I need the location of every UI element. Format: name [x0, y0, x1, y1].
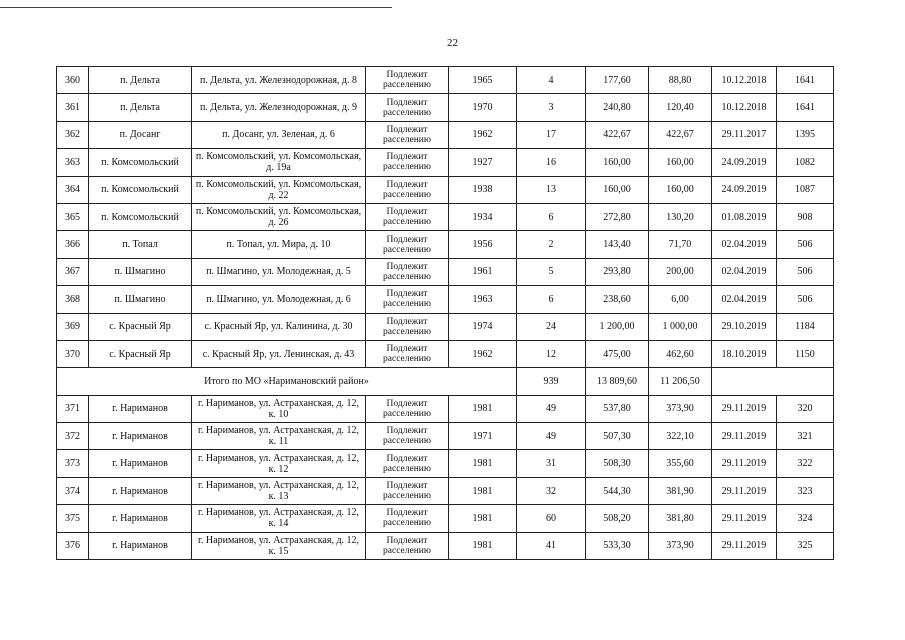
status-cell: Подлежит расселению — [366, 94, 449, 121]
status-cell: Подлежит расселению — [366, 450, 449, 477]
decision-date-cell: 01.08.2019 — [712, 203, 777, 230]
residential-area-cell: 462,60 — [649, 340, 712, 367]
decision-date-cell: 29.11.2019 — [712, 532, 777, 559]
settlement-cell: г. Нариманов — [89, 395, 192, 422]
year-built-cell: 1981 — [449, 532, 517, 559]
address-cell: г. Нариманов, ул. Астраханская, д. 12, к. 10 — [192, 395, 366, 422]
decision-date-cell: 02.04.2019 — [712, 258, 777, 285]
residential-area-cell: 160,00 — [649, 149, 712, 176]
decision-number-cell: 322 — [777, 450, 834, 477]
total-area-cell: 293,80 — [586, 258, 649, 285]
status-cell: Подлежит расселению — [366, 67, 449, 94]
total-area-cell: 177,60 — [586, 67, 649, 94]
status-cell: Подлежит расселению — [366, 532, 449, 559]
table-row — [57, 505, 834, 532]
residents-cell: 17 — [517, 121, 586, 148]
status-cell: Подлежит расселению — [366, 505, 449, 532]
year-built-cell: 1927 — [449, 149, 517, 176]
year-built-cell: 1971 — [449, 423, 517, 450]
residential-area-cell: 88,80 — [649, 67, 712, 94]
settlement-cell: п. Комсомольский — [89, 176, 192, 203]
decision-number-cell: 1184 — [777, 313, 834, 340]
status-cell: Подлежит расселению — [366, 231, 449, 258]
residents-cell: 4 — [517, 67, 586, 94]
decision-date-cell: 24.09.2019 — [712, 176, 777, 203]
row-number: 369 — [57, 313, 89, 340]
settlement-cell: п. Шмагино — [89, 258, 192, 285]
table-row — [57, 450, 834, 477]
year-built-cell: 1974 — [449, 313, 517, 340]
residents-cell: 49 — [517, 395, 586, 422]
decision-number-cell: 324 — [777, 505, 834, 532]
residential-area-cell: 322,10 — [649, 423, 712, 450]
total-area-total: 13 809,60 — [586, 368, 649, 395]
row-number: 367 — [57, 258, 89, 285]
status-cell: Подлежит расселению — [366, 477, 449, 504]
year-built-cell: 1981 — [449, 450, 517, 477]
residents-cell: 6 — [517, 286, 586, 313]
total-people: 939 — [517, 368, 586, 395]
total-area-cell: 475,00 — [586, 340, 649, 367]
settlement-cell: п. Досанг — [89, 121, 192, 148]
settlement-cell: г. Нариманов — [89, 423, 192, 450]
row-number: 374 — [57, 477, 89, 504]
row-number: 376 — [57, 532, 89, 559]
settlement-cell: п. Комсомольский — [89, 203, 192, 230]
settlement-cell: с. Красный Яр — [89, 340, 192, 367]
residential-area-cell: 160,00 — [649, 176, 712, 203]
total-area-cell: 508,30 — [586, 450, 649, 477]
residential-area-cell: 130,20 — [649, 203, 712, 230]
address-cell: п. Топал, ул. Мира, д. 10 — [192, 231, 366, 258]
residents-cell: 24 — [517, 313, 586, 340]
total-area-cell: 160,00 — [586, 176, 649, 203]
address-cell: п. Комсомольский, ул. Комсомольская, д. 26 — [192, 203, 366, 230]
row-number: 375 — [57, 505, 89, 532]
table-row — [57, 286, 834, 313]
decision-number-cell: 1150 — [777, 340, 834, 367]
row-number: 362 — [57, 121, 89, 148]
row-number: 364 — [57, 176, 89, 203]
table-row — [57, 340, 834, 367]
address-cell: п. Дельта, ул. Железнодорожная, д. 9 — [192, 94, 366, 121]
year-built-cell: 1962 — [449, 121, 517, 148]
decision-date-cell: 29.11.2019 — [712, 505, 777, 532]
table-row — [57, 121, 834, 148]
residential-area-cell: 1 000,00 — [649, 313, 712, 340]
residential-area-cell: 381,90 — [649, 477, 712, 504]
decision-number-cell: 506 — [777, 258, 834, 285]
total-area-cell: 422,67 — [586, 121, 649, 148]
residents-cell: 41 — [517, 532, 586, 559]
table-row — [57, 258, 834, 285]
residential-area-cell: 422,67 — [649, 121, 712, 148]
decision-number-cell: 506 — [777, 231, 834, 258]
decision-number-cell: 1087 — [777, 176, 834, 203]
total-area-cell: 507,30 — [586, 423, 649, 450]
decision-number-cell: 321 — [777, 423, 834, 450]
total-area-cell: 238,60 — [586, 286, 649, 313]
address-cell: с. Красный Яр, ул. Ленинская, д. 43 — [192, 340, 366, 367]
row-number: 366 — [57, 231, 89, 258]
residents-cell: 3 — [517, 94, 586, 121]
total-area-cell: 160,00 — [586, 149, 649, 176]
row-number: 360 — [57, 67, 89, 94]
address-cell: г. Нариманов, ул. Астраханская, д. 12, к. 13 — [192, 477, 366, 504]
row-number: 363 — [57, 149, 89, 176]
residential-area-cell: 355,60 — [649, 450, 712, 477]
decision-number-cell: 1641 — [777, 67, 834, 94]
year-built-cell: 1981 — [449, 477, 517, 504]
status-cell: Подлежит расселению — [366, 313, 449, 340]
table-row — [57, 477, 834, 504]
address-cell: г. Нариманов, ул. Астраханская, д. 12, к. 11 — [192, 423, 366, 450]
table-row — [57, 149, 834, 176]
year-built-cell: 1961 — [449, 258, 517, 285]
row-number: 365 — [57, 203, 89, 230]
status-cell: Подлежит расселению — [366, 423, 449, 450]
address-cell: г. Нариманов, ул. Астраханская, д. 12, к. 12 — [192, 450, 366, 477]
address-cell: п. Комсомольский, ул. Комсомольская, д. 22 — [192, 176, 366, 203]
address-cell: п. Шмагино, ул. Молодежная, д. 6 — [192, 286, 366, 313]
residents-cell: 16 — [517, 149, 586, 176]
row-number: 370 — [57, 340, 89, 367]
address-cell: п. Комсомольский, ул. Комсомольская, д. 19а — [192, 149, 366, 176]
year-built-cell: 1938 — [449, 176, 517, 203]
residential-area-cell: 373,90 — [649, 395, 712, 422]
row-number: 368 — [57, 286, 89, 313]
decision-date-cell: 02.04.2019 — [712, 286, 777, 313]
row-number: 372 — [57, 423, 89, 450]
settlement-cell: г. Нариманов — [89, 505, 192, 532]
year-built-cell: 1934 — [449, 203, 517, 230]
table-row — [57, 176, 834, 203]
total-area-cell: 533,30 — [586, 532, 649, 559]
decision-date-cell: 24.09.2019 — [712, 149, 777, 176]
residential-area-cell: 381,80 — [649, 505, 712, 532]
decision-number-cell: 1082 — [777, 149, 834, 176]
decision-date-cell: 10.12.2018 — [712, 67, 777, 94]
residents-cell: 5 — [517, 258, 586, 285]
table-row — [57, 67, 834, 94]
year-built-cell: 1981 — [449, 395, 517, 422]
decision-date-cell: 29.11.2019 — [712, 477, 777, 504]
address-cell: г. Нариманов, ул. Астраханская, д. 12, к. 14 — [192, 505, 366, 532]
settlement-cell: п. Топал — [89, 231, 192, 258]
total-area-residential: 11 206,50 — [649, 368, 712, 395]
decision-number-cell: 323 — [777, 477, 834, 504]
residents-cell: 49 — [517, 423, 586, 450]
settlement-cell: п. Комсомольский — [89, 149, 192, 176]
total-area-cell: 240,80 — [586, 94, 649, 121]
status-cell: Подлежит расселению — [366, 203, 449, 230]
address-cell: п. Досанг, ул. Зеленая, д. 6 — [192, 121, 366, 148]
total-area-cell: 544,30 — [586, 477, 649, 504]
table-row — [57, 423, 834, 450]
decision-date-cell: 10.12.2018 — [712, 94, 777, 121]
total-empty-cell — [712, 368, 834, 395]
decision-date-cell: 29.11.2017 — [712, 121, 777, 148]
residents-cell: 32 — [517, 477, 586, 504]
residents-cell: 12 — [517, 340, 586, 367]
total-label: Итого по МО «Наримановский район» — [57, 368, 517, 395]
table-row — [57, 203, 834, 230]
status-cell: Подлежит расселению — [366, 176, 449, 203]
residents-cell: 2 — [517, 231, 586, 258]
address-cell: г. Нариманов, ул. Астраханская, д. 12, к. 15 — [192, 532, 366, 559]
residential-area-cell: 6,00 — [649, 286, 712, 313]
decision-date-cell: 29.10.2019 — [712, 313, 777, 340]
year-built-cell: 1970 — [449, 94, 517, 121]
table-row — [57, 532, 834, 559]
table-row — [57, 231, 834, 258]
year-built-cell: 1981 — [449, 505, 517, 532]
status-cell: Подлежит расселению — [366, 340, 449, 367]
status-cell: Подлежит расселению — [366, 121, 449, 148]
decision-date-cell: 29.11.2019 — [712, 395, 777, 422]
settlement-cell: г. Нариманов — [89, 477, 192, 504]
total-area-cell: 143,40 — [586, 231, 649, 258]
settlement-cell: п. Шмагино — [89, 286, 192, 313]
table-row — [57, 313, 834, 340]
table-row — [57, 395, 834, 422]
housing-table — [56, 66, 834, 560]
status-cell: Подлежит расселению — [366, 149, 449, 176]
decision-number-cell: 320 — [777, 395, 834, 422]
year-built-cell: 1956 — [449, 231, 517, 258]
total-area-cell: 537,80 — [586, 395, 649, 422]
decision-number-cell: 908 — [777, 203, 834, 230]
residents-cell: 31 — [517, 450, 586, 477]
residential-area-cell: 200,00 — [649, 258, 712, 285]
decision-date-cell: 29.11.2019 — [712, 450, 777, 477]
residents-cell: 13 — [517, 176, 586, 203]
total-area-cell: 1 200,00 — [586, 313, 649, 340]
residential-area-cell: 71,70 — [649, 231, 712, 258]
total-area-cell: 508,20 — [586, 505, 649, 532]
decision-number-cell: 506 — [777, 286, 834, 313]
table-row — [57, 94, 834, 121]
decision-date-cell: 18.10.2019 — [712, 340, 777, 367]
decision-number-cell: 1395 — [777, 121, 834, 148]
decision-number-cell: 1641 — [777, 94, 834, 121]
address-cell: п. Шмагино, ул. Молодежная, д. 5 — [192, 258, 366, 285]
decision-number-cell: 325 — [777, 532, 834, 559]
address-cell: с. Красный Яр, ул. Калинина, д. 30 — [192, 313, 366, 340]
status-cell: Подлежит расселению — [366, 286, 449, 313]
year-built-cell: 1965 — [449, 67, 517, 94]
address-cell: п. Дельта, ул. Железнодорожная, д. 8 — [192, 67, 366, 94]
row-number: 373 — [57, 450, 89, 477]
settlement-cell: п. Дельта — [89, 67, 192, 94]
residents-cell: 6 — [517, 203, 586, 230]
residents-cell: 60 — [517, 505, 586, 532]
decision-date-cell: 29.11.2019 — [712, 423, 777, 450]
year-built-cell: 1962 — [449, 340, 517, 367]
year-built-cell: 1963 — [449, 286, 517, 313]
row-number: 361 — [57, 94, 89, 121]
settlement-cell: п. Дельта — [89, 94, 192, 121]
total-row — [57, 368, 834, 395]
residential-area-cell: 120,40 — [649, 94, 712, 121]
residential-area-cell: 373,90 — [649, 532, 712, 559]
header-rule — [0, 7, 392, 8]
total-area-cell: 272,80 — [586, 203, 649, 230]
settlement-cell: г. Нариманов — [89, 450, 192, 477]
status-cell: Подлежит расселению — [366, 395, 449, 422]
settlement-cell: г. Нариманов — [89, 532, 192, 559]
row-number: 371 — [57, 395, 89, 422]
settlement-cell: с. Красный Яр — [89, 313, 192, 340]
decision-date-cell: 02.04.2019 — [712, 231, 777, 258]
page-number: 22 — [447, 37, 458, 49]
status-cell: Подлежит расселению — [366, 258, 449, 285]
